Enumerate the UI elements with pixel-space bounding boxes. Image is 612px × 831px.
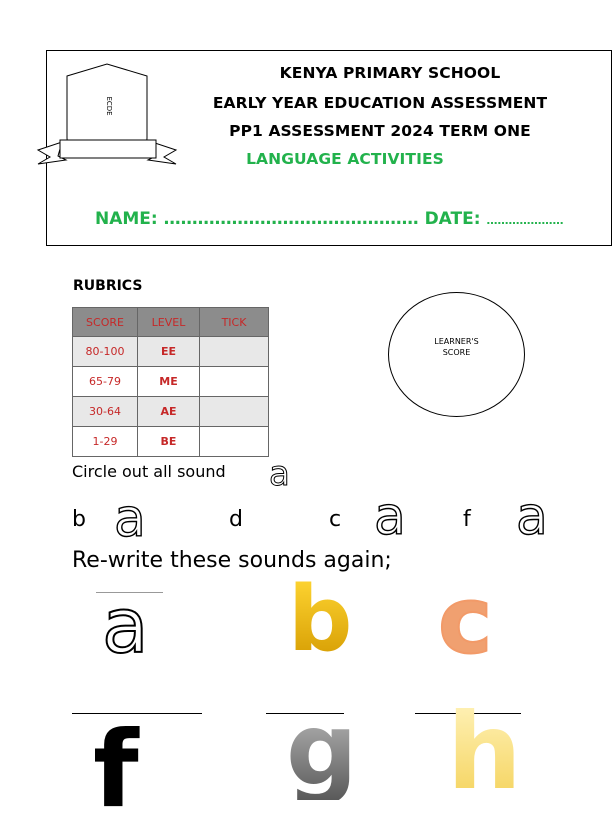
outline-letter-a[interactable] bbox=[112, 492, 156, 544]
name-label: NAME: bbox=[95, 209, 158, 229]
table-row bbox=[73, 427, 269, 457]
column-header-level: LEVEL bbox=[138, 308, 200, 337]
rubrics-heading: RUBRICS bbox=[73, 278, 143, 294]
date-field[interactable]: ………………… bbox=[486, 214, 564, 227]
date-label: DATE: bbox=[424, 209, 481, 229]
table-row bbox=[73, 397, 269, 427]
rubrics-header-row bbox=[73, 308, 269, 337]
table-row bbox=[73, 367, 269, 397]
svg-text:a: a bbox=[269, 457, 290, 491]
letter-b[interactable]: b bbox=[72, 507, 86, 532]
rewrite-letter-g: g bbox=[286, 691, 358, 808]
tick-cell[interactable] bbox=[200, 337, 269, 367]
rewrite-letter-f: f bbox=[93, 709, 139, 831]
score-cell: 30-64 bbox=[73, 397, 138, 427]
rewrite-letter-a bbox=[100, 588, 168, 662]
tick-cell[interactable] bbox=[200, 397, 269, 427]
svg-text:a: a bbox=[102, 588, 149, 662]
outline-letter-a[interactable] bbox=[372, 490, 416, 542]
rewrite-instruction: Re-write these sounds again; bbox=[72, 548, 392, 573]
learner-score-circle[interactable] bbox=[388, 292, 525, 417]
score-cell: 80-100 bbox=[73, 337, 138, 367]
logo-text: ECDE bbox=[105, 96, 113, 116]
outline-letter-a[interactable] bbox=[514, 490, 558, 542]
rubrics-table bbox=[72, 307, 269, 457]
name-date-line bbox=[95, 209, 605, 229]
letter-d[interactable]: d bbox=[229, 507, 243, 532]
rewrite-letter-b: b bbox=[288, 567, 353, 672]
table-row bbox=[73, 337, 269, 367]
svg-text:a: a bbox=[516, 490, 548, 542]
score-cell: 1-29 bbox=[73, 427, 138, 457]
tick-cell[interactable] bbox=[200, 367, 269, 397]
tick-cell[interactable] bbox=[200, 427, 269, 457]
learner-score-label-2: SCORE bbox=[442, 348, 471, 357]
level-cell: ME bbox=[138, 367, 200, 397]
svg-text:a: a bbox=[114, 492, 146, 544]
score-cell: 65-79 bbox=[73, 367, 138, 397]
rewrite-letter-h: h bbox=[447, 691, 522, 813]
assessment-title: EARLY YEAR EDUCATION ASSESSMENT bbox=[212, 94, 548, 112]
name-field[interactable]: ……………………………………… bbox=[163, 209, 419, 229]
circle-instruction: Circle out all sound bbox=[72, 462, 226, 481]
subject-title: LANGUAGE ACTIVITIES bbox=[246, 150, 444, 168]
term-title: PP1 ASSESSMENT 2024 TERM ONE bbox=[229, 122, 531, 140]
column-header-score: SCORE bbox=[73, 308, 138, 337]
level-cell: BE bbox=[138, 427, 200, 457]
svg-text:a: a bbox=[374, 490, 406, 542]
letter-c[interactable]: c bbox=[329, 507, 342, 532]
level-cell: AE bbox=[138, 397, 200, 427]
school-name: KENYA PRIMARY SCHOOL bbox=[279, 64, 501, 82]
rewrite-letter-c: c bbox=[438, 567, 493, 674]
learner-score-label-1: LEARNER'S bbox=[434, 337, 479, 346]
ecde-crest-logo bbox=[36, 60, 186, 180]
level-cell: EE bbox=[138, 337, 200, 367]
letter-f[interactable]: f bbox=[463, 507, 471, 532]
target-sound-a bbox=[267, 457, 297, 491]
column-header-tick: TICK bbox=[200, 308, 269, 337]
